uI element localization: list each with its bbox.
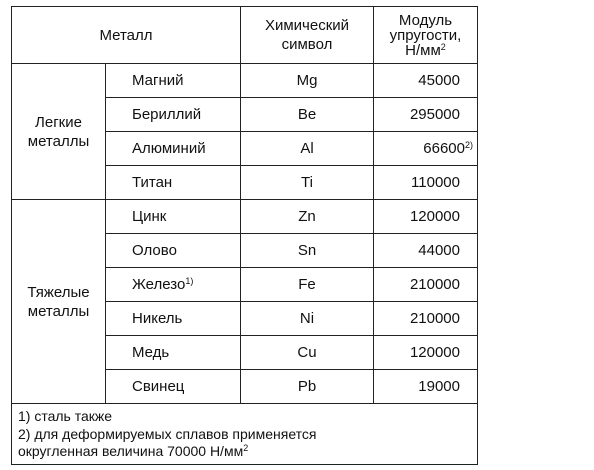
metal-name-cell [106, 268, 241, 302]
header-modulus-unit: Н/мм [405, 41, 441, 59]
metal-name: Цинк [132, 208, 167, 225]
group-heavy-line1: Тяжелые [27, 283, 90, 301]
metal-name: Бериллий [132, 106, 202, 123]
metal-name-cell [106, 166, 241, 200]
metal-symbol: Ti [241, 166, 374, 200]
modulus-cell [374, 200, 478, 234]
header-modulus-line3 [374, 43, 477, 58]
footnotes [12, 404, 478, 465]
header-metal [12, 7, 241, 64]
metal-symbol: Ni [241, 302, 374, 336]
metal-name-cell [106, 98, 241, 132]
header-symbol [241, 7, 374, 64]
group-light-metals [12, 64, 106, 200]
metal-name-cell [106, 302, 241, 336]
metal-name: Магний [132, 72, 184, 89]
modulus-value: 120000 [409, 344, 460, 361]
metal-symbol: Mg [241, 64, 374, 98]
footnote-2-line2-text: округленная величина 70000 Н/мм [18, 443, 244, 459]
modulus-value: 210000 [409, 310, 460, 327]
modulus-value: 210000 [409, 276, 460, 293]
metal-symbol: Sn [241, 234, 374, 268]
metal-name-cell [106, 132, 241, 166]
header-modulus [374, 7, 478, 64]
header-modulus-unit-sup: 2 [440, 41, 446, 52]
modulus-value: 120000 [409, 208, 460, 225]
modulus-cell [374, 132, 478, 166]
header-symbol-line1: Химический [264, 17, 350, 34]
header-metal-label: Металл [99, 26, 153, 44]
group-heavy-line2: металлы [27, 302, 90, 320]
metal-symbol: Fe [241, 268, 374, 302]
table-row [12, 200, 478, 234]
modulus-value: 44000 [418, 242, 460, 259]
modulus-value: 45000 [418, 72, 460, 89]
metal-name-footnote: 1) [185, 276, 194, 286]
header-modulus-line1: Модуль [398, 11, 453, 29]
metal-name-cell [106, 336, 241, 370]
metal-symbol: Zn [241, 200, 374, 234]
modulus-cell [374, 98, 478, 132]
group-heavy-metals [12, 200, 106, 404]
metal-name: Свинец [132, 378, 185, 395]
modulus-value: 110000 [411, 174, 460, 191]
group-light-line1: Легкие [35, 113, 82, 131]
modulus-cell [374, 268, 478, 302]
modulus-value: 66600 [423, 140, 465, 157]
metal-name: Железо [132, 276, 186, 293]
modulus-cell [374, 336, 478, 370]
metal-name: Алюминий [132, 140, 206, 157]
footnote-2-line2 [18, 443, 477, 461]
modulus-cell [374, 302, 478, 336]
modulus-value: 19000 [418, 378, 460, 395]
header-row [12, 7, 478, 64]
metal-symbol: Al [241, 132, 374, 166]
modulus-cell [374, 166, 478, 200]
modulus-cell [374, 370, 478, 404]
metal-name: Никель [132, 310, 183, 327]
footnote-1: 1) сталь также [18, 408, 113, 424]
modulus-value: 295000 [409, 106, 460, 123]
footnote-2-line1: 2) для деформируемых сплавов применяется [18, 425, 317, 442]
metal-name: Титан [132, 174, 173, 191]
metal-symbol: Be [241, 98, 374, 132]
header-modulus-line2: упругости, [389, 26, 462, 44]
modulus-footnote: 2) [464, 140, 473, 150]
elastic-modulus-table [11, 6, 478, 465]
metal-name: Олово [132, 242, 177, 259]
group-light-line2: металлы [27, 132, 90, 150]
metal-symbol: Pb [241, 370, 374, 404]
metal-name-cell [106, 370, 241, 404]
metal-name: Медь [132, 344, 170, 361]
table-row [12, 64, 478, 98]
metal-name-cell [106, 234, 241, 268]
metal-symbol: Cu [241, 336, 374, 370]
header-symbol-line2: символ [281, 36, 333, 53]
metal-name-cell [106, 64, 241, 98]
footnote-2-unit-sup: 2 [243, 443, 249, 453]
modulus-cell [374, 234, 478, 268]
metal-name-cell [106, 200, 241, 234]
modulus-cell [374, 64, 478, 98]
footnote-row [12, 404, 478, 465]
